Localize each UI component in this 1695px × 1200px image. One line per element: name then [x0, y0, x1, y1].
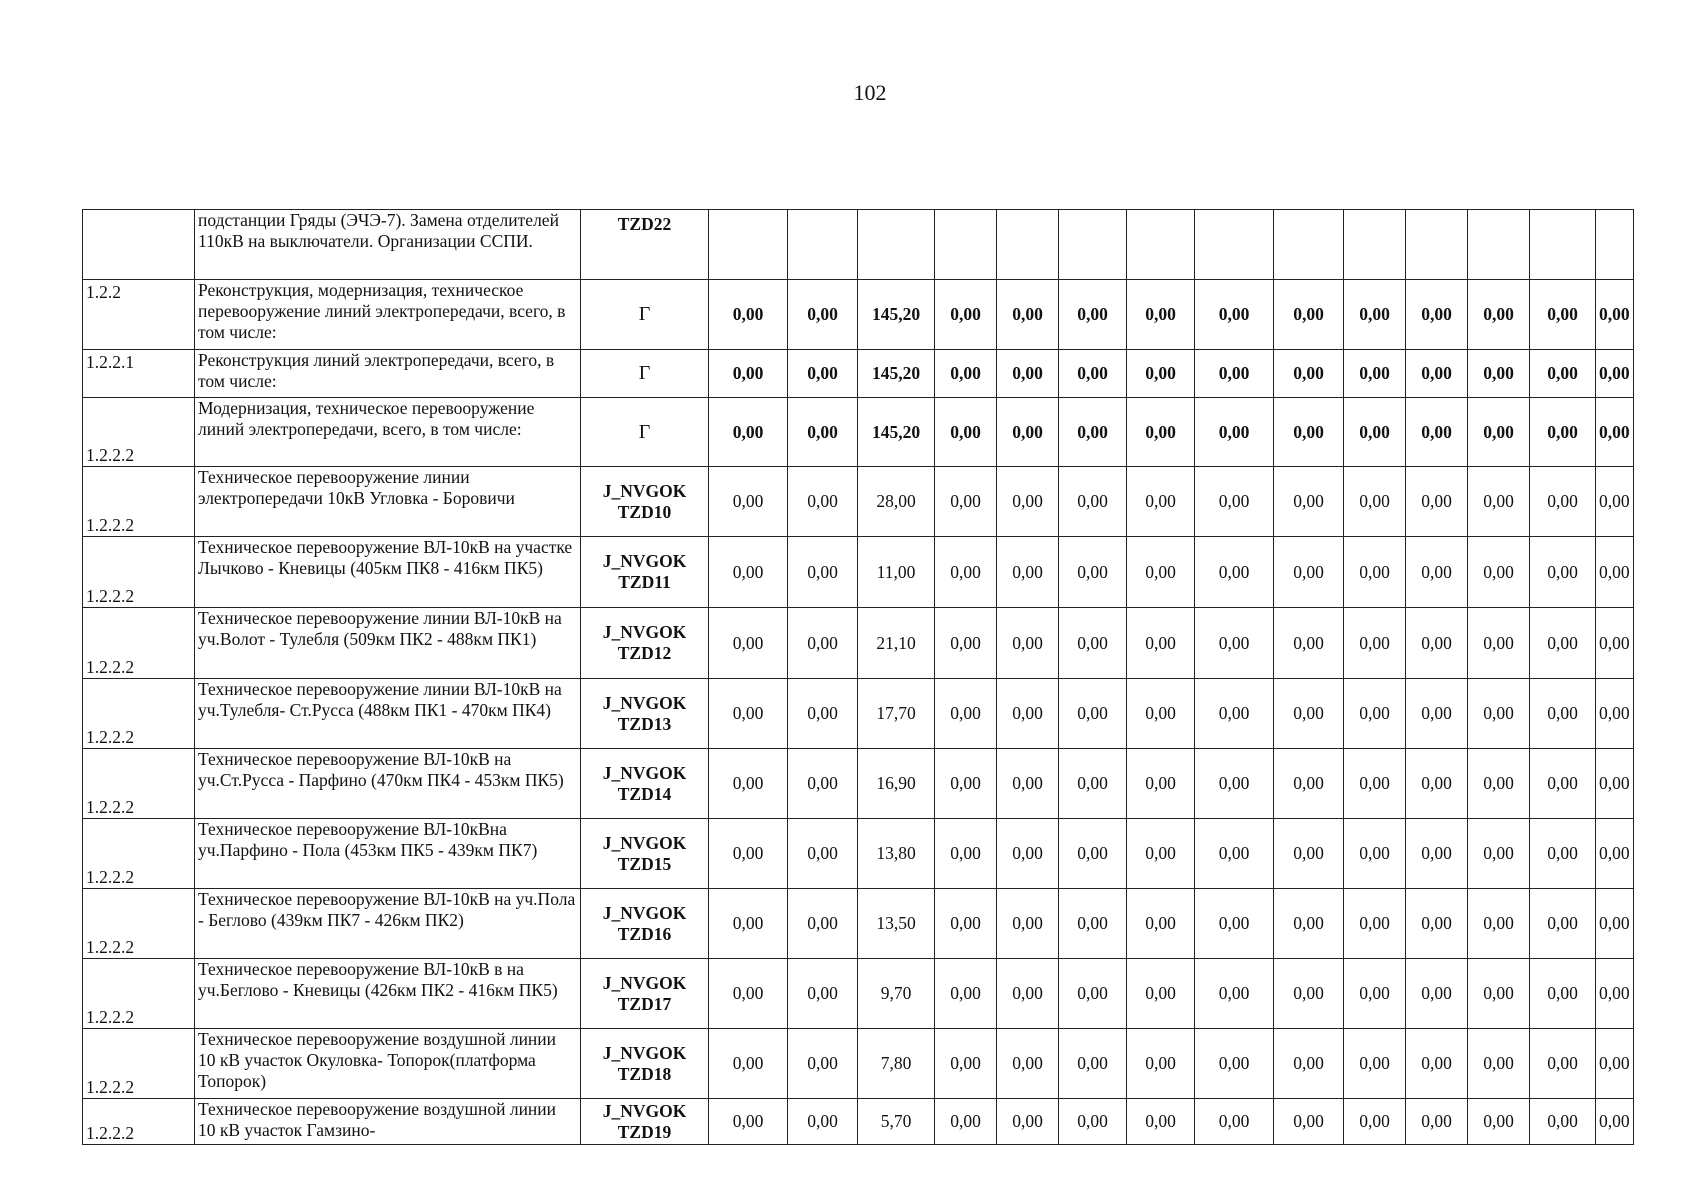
value-cell: 0,00 [1127, 467, 1195, 537]
value-cell: 0,00 [1530, 679, 1596, 749]
value-cell: 0,00 [788, 537, 858, 608]
value-cell: 0,00 [997, 608, 1059, 679]
value-cell [858, 210, 935, 280]
value-cell: 0,00 [1274, 959, 1344, 1029]
value-cell: 0,00 [1274, 749, 1344, 819]
value-cell: 5,70 [858, 1099, 935, 1145]
value-cell: 145,20 [858, 398, 935, 467]
row-number: 1.2.2.2 [83, 1029, 195, 1099]
value-cell: 0,00 [1468, 467, 1530, 537]
value-cell: 0,00 [1468, 889, 1530, 959]
value-cell: 0,00 [709, 819, 788, 889]
value-cell: 0,00 [1195, 398, 1274, 467]
value-cell: 0,00 [1596, 280, 1634, 350]
value-cell: 9,70 [858, 959, 935, 1029]
value-cell: 0,00 [1344, 679, 1406, 749]
value-cell: 0,00 [1274, 679, 1344, 749]
row-code: J_NVGOK TZD17 [581, 959, 709, 1029]
table-row [83, 679, 1634, 749]
value-cell: 0,00 [1344, 889, 1406, 959]
table-row [83, 608, 1634, 679]
value-cell: 0,00 [935, 1029, 997, 1099]
row-code: J_NVGOK TZD14 [581, 749, 709, 819]
value-cell: 0,00 [1195, 959, 1274, 1029]
value-cell: 0,00 [1195, 537, 1274, 608]
value-cell: 0,00 [1530, 608, 1596, 679]
value-cell: 0,00 [788, 679, 858, 749]
table-row [83, 819, 1634, 889]
row-code: J_NVGOK TZD15 [581, 819, 709, 889]
value-cell: 0,00 [935, 537, 997, 608]
value-cell: 0,00 [1059, 467, 1127, 537]
value-cell: 0,00 [1195, 889, 1274, 959]
row-code: J_NVGOK TZD18 [581, 1029, 709, 1099]
value-cell: 0,00 [1468, 819, 1530, 889]
value-cell: 21,10 [858, 608, 935, 679]
value-cell: 0,00 [1059, 679, 1127, 749]
value-cell: 28,00 [858, 467, 935, 537]
row-code: Г [581, 280, 709, 350]
value-cell: 0,00 [1468, 959, 1530, 1029]
value-cell: 0,00 [1406, 749, 1468, 819]
value-cell [709, 210, 788, 280]
value-cell: 0,00 [1596, 350, 1634, 398]
row-number: 1.2.2.2 [83, 749, 195, 819]
value-cell: 0,00 [997, 537, 1059, 608]
value-cell: 0,00 [1274, 280, 1344, 350]
value-cell: 0,00 [935, 398, 997, 467]
value-cell: 0,00 [1406, 959, 1468, 1029]
value-cell: 0,00 [1127, 1029, 1195, 1099]
value-cell: 0,00 [1406, 537, 1468, 608]
row-description: Техническое перевооружение линии ВЛ-10кВ на уч.Тулебля- Ст.Русса (488км ПК1 - 470км ПК4) [195, 679, 581, 749]
value-cell: 0,00 [1127, 889, 1195, 959]
value-cell: 0,00 [997, 819, 1059, 889]
value-cell: 0,00 [997, 749, 1059, 819]
value-cell: 0,00 [1406, 608, 1468, 679]
value-cell: 0,00 [788, 749, 858, 819]
row-code: Г [581, 398, 709, 467]
row-description: Техническое перевооружение линии ВЛ-10кВ на уч.Волот - Тулебля (509км ПК2 - 488км ПК1) [195, 608, 581, 679]
value-cell: 0,00 [1468, 608, 1530, 679]
value-cell: 0,00 [1195, 280, 1274, 350]
value-cell: 0,00 [1596, 1099, 1634, 1145]
value-cell: 0,00 [1406, 467, 1468, 537]
table-row [83, 210, 1634, 280]
value-cell: 0,00 [935, 679, 997, 749]
value-cell: 0,00 [997, 350, 1059, 398]
value-cell: 0,00 [997, 1099, 1059, 1145]
value-cell: 0,00 [1127, 1099, 1195, 1145]
value-cell: 0,00 [1596, 608, 1634, 679]
value-cell [1406, 210, 1468, 280]
value-cell: 0,00 [1195, 608, 1274, 679]
row-code: Г [581, 350, 709, 398]
page-number: 102 [853, 80, 887, 105]
value-cell: 0,00 [1344, 467, 1406, 537]
value-cell: 0,00 [1406, 280, 1468, 350]
value-cell: 0,00 [1127, 749, 1195, 819]
row-code: J_NVGOK TZD11 [581, 537, 709, 608]
value-cell: 0,00 [788, 350, 858, 398]
value-cell: 0,00 [997, 280, 1059, 350]
row-description: Техническое перевооружение линии электропередачи 10кВ Угловка - Боровичи [195, 467, 581, 537]
value-cell: 0,00 [1406, 889, 1468, 959]
value-cell: 0,00 [935, 280, 997, 350]
value-cell: 0,00 [1059, 1029, 1127, 1099]
row-number: 1.2.2.2 [83, 679, 195, 749]
value-cell: 0,00 [1344, 819, 1406, 889]
row-number: 1.2.2 [83, 280, 195, 350]
value-cell: 17,70 [858, 679, 935, 749]
value-cell: 0,00 [1274, 1029, 1344, 1099]
value-cell: 0,00 [1059, 537, 1127, 608]
value-cell: 0,00 [1127, 819, 1195, 889]
value-cell: 0,00 [1059, 749, 1127, 819]
value-cell: 0,00 [788, 959, 858, 1029]
value-cell: 0,00 [1406, 1029, 1468, 1099]
value-cell: 0,00 [1530, 350, 1596, 398]
row-number: 1.2.2.2 [83, 819, 195, 889]
value-cell: 0,00 [935, 749, 997, 819]
value-cell: 0,00 [1344, 280, 1406, 350]
value-cell: 0,00 [709, 537, 788, 608]
row-number: 1.2.2.2 [83, 1099, 195, 1145]
row-number: 1.2.2.2 [83, 537, 195, 608]
value-cell: 0,00 [997, 467, 1059, 537]
value-cell: 0,00 [1059, 350, 1127, 398]
value-cell: 0,00 [935, 889, 997, 959]
value-cell: 0,00 [1596, 679, 1634, 749]
table-row [83, 280, 1634, 350]
value-cell: 0,00 [709, 679, 788, 749]
value-cell: 0,00 [1274, 350, 1344, 398]
value-cell: 0,00 [1596, 889, 1634, 959]
value-cell: 0,00 [1127, 608, 1195, 679]
value-cell: 0,00 [1530, 398, 1596, 467]
value-cell: 0,00 [709, 749, 788, 819]
value-cell: 0,00 [709, 398, 788, 467]
value-cell: 0,00 [1530, 1099, 1596, 1145]
value-cell: 0,00 [1530, 467, 1596, 537]
value-cell: 7,80 [858, 1029, 935, 1099]
value-cell: 0,00 [1468, 679, 1530, 749]
value-cell [935, 210, 997, 280]
row-code: J_NVGOK TZD13 [581, 679, 709, 749]
value-cell: 0,00 [1468, 398, 1530, 467]
value-cell: 0,00 [997, 959, 1059, 1029]
value-cell: 0,00 [1059, 889, 1127, 959]
value-cell: 0,00 [1344, 398, 1406, 467]
value-cell: 0,00 [1059, 959, 1127, 1029]
value-cell: 0,00 [1596, 819, 1634, 889]
value-cell: 0,00 [1530, 889, 1596, 959]
value-cell: 145,20 [858, 350, 935, 398]
value-cell: 0,00 [1127, 679, 1195, 749]
value-cell: 0,00 [1059, 280, 1127, 350]
row-description: Техническое перевооружение воздушной линии 10 кВ участок Окуловка- Топорок(платформа Топорок) [195, 1029, 581, 1099]
row-number: 1.2.2.2 [83, 398, 195, 467]
row-number [83, 210, 195, 280]
value-cell: 0,00 [1596, 398, 1634, 467]
value-cell: 0,00 [709, 889, 788, 959]
row-description: Техническое перевооружение ВЛ-10кВ в на уч.Беглово - Кневицы (426км ПК2 - 416км ПК5) [195, 959, 581, 1029]
row-description: Реконструкция линий электропередачи, всего, в том числе: [195, 350, 581, 398]
value-cell: 0,00 [1530, 537, 1596, 608]
value-cell: 0,00 [788, 1029, 858, 1099]
value-cell: 0,00 [997, 1029, 1059, 1099]
value-cell [1530, 210, 1596, 280]
value-cell: 13,80 [858, 819, 935, 889]
value-cell: 0,00 [1468, 749, 1530, 819]
value-cell: 0,00 [709, 280, 788, 350]
value-cell: 0,00 [997, 889, 1059, 959]
value-cell: 145,20 [858, 280, 935, 350]
value-cell: 0,00 [1344, 749, 1406, 819]
value-cell: 0,00 [1274, 467, 1344, 537]
value-cell: 0,00 [1406, 398, 1468, 467]
value-cell: 0,00 [1274, 1099, 1344, 1145]
value-cell: 0,00 [1127, 537, 1195, 608]
value-cell: 0,00 [1406, 350, 1468, 398]
value-cell: 0,00 [1596, 537, 1634, 608]
value-cell: 11,00 [858, 537, 935, 608]
value-cell: 0,00 [1344, 959, 1406, 1029]
value-cell: 0,00 [709, 608, 788, 679]
value-cell: 0,00 [709, 959, 788, 1029]
value-cell: 0,00 [1274, 889, 1344, 959]
row-description: Техническое перевооружение ВЛ-10кВ на участке Лычково - Кневицы (405км ПК8 - 416км ПК5) [195, 537, 581, 608]
value-cell [1127, 210, 1195, 280]
value-cell: 0,00 [788, 467, 858, 537]
value-cell: 0,00 [1344, 537, 1406, 608]
value-cell: 0,00 [709, 350, 788, 398]
value-cell: 0,00 [1274, 537, 1344, 608]
row-description: Техническое перевооружение ВЛ-10кВ на уч.Пола - Беглово (439км ПК7 - 426км ПК2) [195, 889, 581, 959]
value-cell [1059, 210, 1127, 280]
value-cell: 0,00 [1468, 280, 1530, 350]
row-description: Модернизация, техническое перевооружение линий электропередачи, всего, в том числе: [195, 398, 581, 467]
value-cell: 0,00 [788, 608, 858, 679]
value-cell: 0,00 [1059, 819, 1127, 889]
row-description: Техническое перевооружение воздушной линии 10 кВ участок Гамзино- [195, 1099, 581, 1145]
value-cell: 0,00 [1195, 819, 1274, 889]
row-description: подстанции Гряды (ЭЧЭ-7). Замена отделителей 110кВ на выключатели. Организации ССПИ. [195, 210, 581, 280]
value-cell: 0,00 [935, 1099, 997, 1145]
table-body [83, 210, 1634, 1145]
value-cell: 0,00 [1406, 1099, 1468, 1145]
value-cell: 0,00 [997, 679, 1059, 749]
value-cell: 0,00 [1468, 1099, 1530, 1145]
value-cell: 0,00 [1059, 608, 1127, 679]
value-cell: 0,00 [1530, 280, 1596, 350]
value-cell: 0,00 [1530, 1029, 1596, 1099]
value-cell [1468, 210, 1530, 280]
table-row [83, 749, 1634, 819]
value-cell: 0,00 [1195, 350, 1274, 398]
value-cell [1195, 210, 1274, 280]
table-row [83, 537, 1634, 608]
value-cell: 0,00 [1127, 280, 1195, 350]
row-number: 1.2.2.1 [83, 350, 195, 398]
value-cell: 0,00 [1195, 467, 1274, 537]
value-cell: 0,00 [1344, 1099, 1406, 1145]
value-cell [1274, 210, 1344, 280]
value-cell: 0,00 [1195, 1099, 1274, 1145]
value-cell [788, 210, 858, 280]
value-cell: 0,00 [935, 959, 997, 1029]
value-cell: 0,00 [709, 1029, 788, 1099]
row-code: J_NVGOK TZD10 [581, 467, 709, 537]
value-cell: 0,00 [788, 398, 858, 467]
table-row [83, 467, 1634, 537]
value-cell: 0,00 [1195, 749, 1274, 819]
table-row [83, 959, 1634, 1029]
value-cell: 0,00 [788, 1099, 858, 1145]
value-cell: 0,00 [1127, 350, 1195, 398]
table-row [83, 1099, 1634, 1145]
value-cell: 0,00 [997, 398, 1059, 467]
row-code: TZD22 [581, 210, 709, 280]
value-cell: 0,00 [788, 889, 858, 959]
value-cell: 0,00 [1274, 398, 1344, 467]
row-number: 1.2.2.2 [83, 608, 195, 679]
value-cell: 0,00 [1530, 749, 1596, 819]
value-cell: 0,00 [935, 819, 997, 889]
row-code: J_NVGOK TZD19 [581, 1099, 709, 1145]
value-cell: 0,00 [1530, 819, 1596, 889]
row-code: J_NVGOK TZD16 [581, 889, 709, 959]
value-cell: 0,00 [1344, 1029, 1406, 1099]
row-description: Техническое перевооружение ВЛ-10кВна уч.Парфино - Пола (453км ПК5 - 439км ПК7) [195, 819, 581, 889]
table-row [83, 889, 1634, 959]
value-cell: 16,90 [858, 749, 935, 819]
value-cell: 0,00 [709, 467, 788, 537]
value-cell: 0,00 [1127, 959, 1195, 1029]
value-cell: 0,00 [1059, 398, 1127, 467]
value-cell [1344, 210, 1406, 280]
value-cell: 0,00 [935, 350, 997, 398]
value-cell: 0,00 [788, 819, 858, 889]
row-number: 1.2.2.2 [83, 959, 195, 1029]
value-cell: 0,00 [1059, 1099, 1127, 1145]
value-cell: 0,00 [1596, 959, 1634, 1029]
row-description: Техническое перевооружение ВЛ-10кВ на уч.Ст.Русса - Парфино (470км ПК4 - 453км ПК5) [195, 749, 581, 819]
value-cell: 0,00 [1596, 749, 1634, 819]
value-cell: 0,00 [1127, 398, 1195, 467]
row-number: 1.2.2.2 [83, 889, 195, 959]
value-cell: 0,00 [1406, 679, 1468, 749]
value-cell [997, 210, 1059, 280]
value-cell: 0,00 [1195, 1029, 1274, 1099]
value-cell: 0,00 [1468, 1029, 1530, 1099]
value-cell: 0,00 [788, 280, 858, 350]
value-cell: 0,00 [1274, 608, 1344, 679]
value-cell: 0,00 [1344, 608, 1406, 679]
row-number: 1.2.2.2 [83, 467, 195, 537]
value-cell: 0,00 [935, 608, 997, 679]
value-cell: 0,00 [1344, 350, 1406, 398]
value-cell: 0,00 [1195, 679, 1274, 749]
investment-table [82, 209, 1634, 1145]
value-cell: 0,00 [1406, 819, 1468, 889]
value-cell [1596, 210, 1634, 280]
value-cell: 0,00 [1530, 959, 1596, 1029]
table-row [83, 350, 1634, 398]
value-cell: 0,00 [1468, 350, 1530, 398]
value-cell: 0,00 [1596, 1029, 1634, 1099]
table-row [83, 398, 1634, 467]
value-cell: 0,00 [1468, 537, 1530, 608]
value-cell: 0,00 [709, 1099, 788, 1145]
row-description: Реконструкция, модернизация, техническое перевооружение линий электропередачи, всего, в том числе: [195, 280, 581, 350]
value-cell: 0,00 [935, 467, 997, 537]
row-code: J_NVGOK TZD12 [581, 608, 709, 679]
value-cell: 0,00 [1274, 819, 1344, 889]
table-row [83, 1029, 1634, 1099]
value-cell: 0,00 [1596, 467, 1634, 537]
value-cell: 13,50 [858, 889, 935, 959]
